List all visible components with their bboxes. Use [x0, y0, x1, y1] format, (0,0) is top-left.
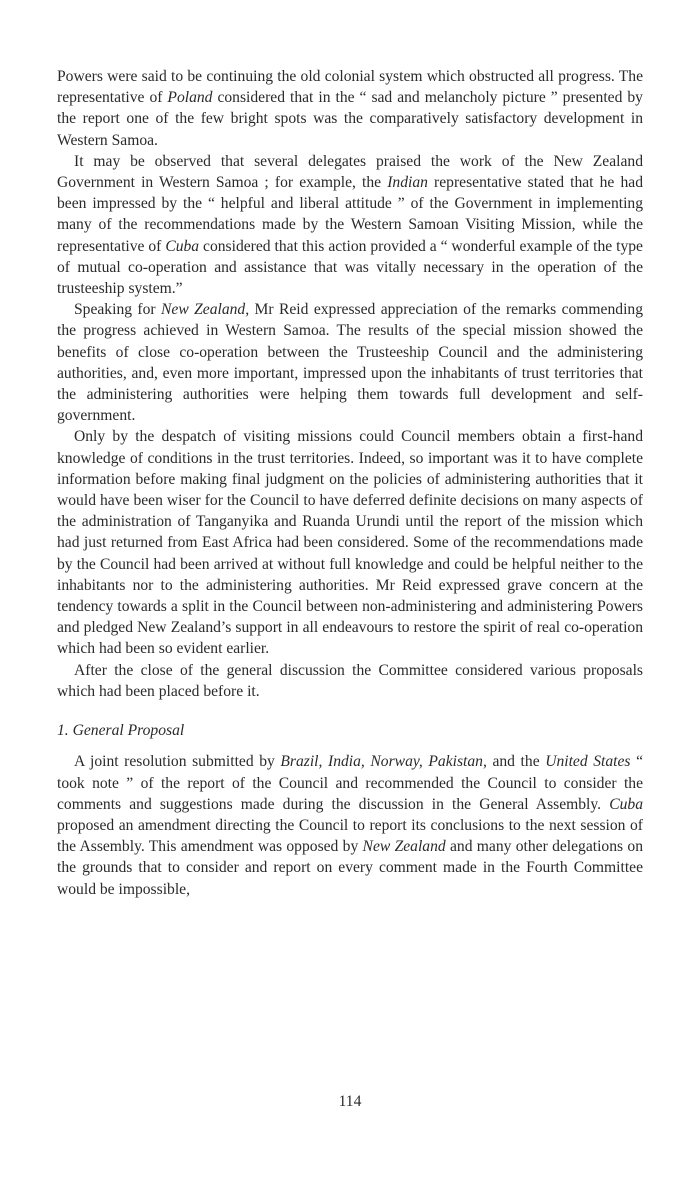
page-number: 114: [338, 1093, 362, 1110]
paragraph-4: Only by the despatch of visiting missions could Council members obtain a first-hand knowledge of conditions in the trust territories. Indeed, so important was it to have complete information before making final judgment on the policies of administering authorities that it would have been wiser for the Council to have deferred definite decisions on many aspects of the administration of Tanganyika and Ruanda Urundi until the report of the mission which had just returned from East Africa had been considered. Some of the recommendations made by the Council had been arrived at without full knowledge and could be helpful neither to the inhabitants nor to the administering authorities. Mr Reid expressed grave concern at the tendency towards a split in the Council between non-administering and administering Powers and pledged New Zealand’s support in all endeavours to restore the spirit of real co-operation which had been so evident earlier.: [57, 428, 643, 658]
section-heading: 1. General Proposal: [57, 722, 185, 740]
paragraph-1: Powers were said to be continuing the old colonial system which obstructed all progress. The representative of Poland considered that in the “ sad and melancholy picture ” presented by the report one of the few bright spots was the comparatively satisfactory development in Western Samoa.: [57, 68, 643, 149]
paragraph-3: Speaking for New Zealand, Mr Reid expressed appreciation of the remarks commending the progress achieved in Western Samoa. The results of the special mission showed the benefits of close co-operation between the Trusteeship Council and the administering authorities, and, even more important, impressed upon the inhabitants of trust territories that the administering authorities were helping them towards full development and self-government.: [57, 301, 643, 425]
paragraph-2: It may be observed that several delegates praised the work of the New Zealand Government in Western Samoa ; for example, the Indian representative stated that he had been impressed by the “ helpful and liberal attitude ” of the Government in implementing many of the recommendations made by the Western Samoan Visiting Mission, while the representative of Cuba considered that this action provided a “ wonderful example of the type of mutual co-operation and assistance that was vitally necessary in the operation of the trusteeship system.”: [57, 152, 643, 298]
body-text: [57, 66, 643, 900]
paragraph-6: A joint resolution submitted by Brazil, India, Norway, Pakistan, and the United States “ took note ” of the report of the Council and recommended the Council to consider the comments and suggestions made during the discussion in the General Assembly. Cuba proposed an amendment directing the Council to report its conclusions to the next session of the Assembly. This amendment was opposed by New Zealand and many other delegations on the grounds that to consider and report on every comment made in the Fourth Committee would be impossible,: [57, 753, 643, 898]
paragraph-5: After the close of the general discussion the Committee considered various proposals which had been placed before it.: [57, 661, 643, 700]
